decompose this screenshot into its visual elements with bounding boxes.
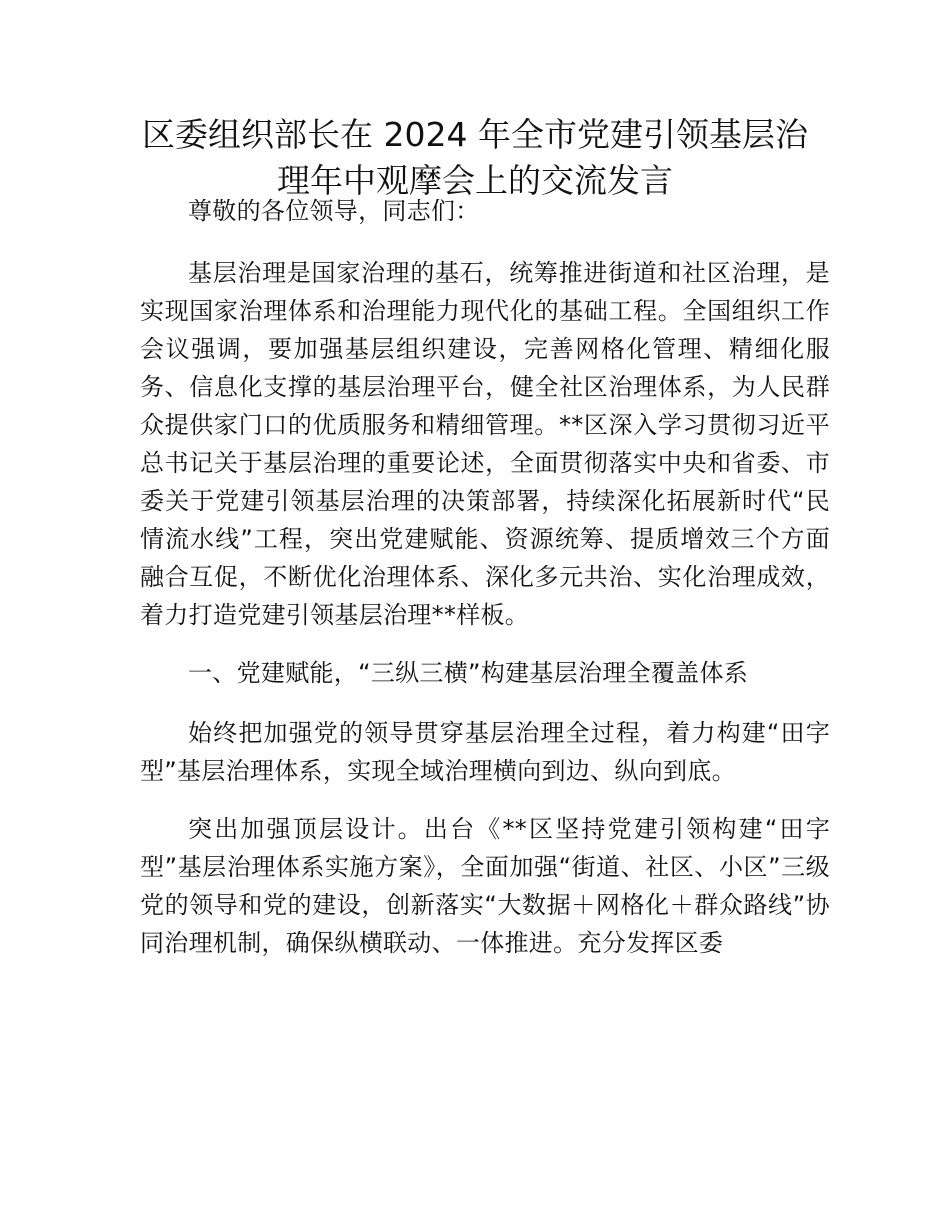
title-line-1: 区委组织部长在 2024 年全市党建引领基层治 — [142, 115, 808, 154]
paragraph-intro: 基层治理是国家治理的基石，统筹推进街道和社区治理，是实现国家治理体系和治理能力现代化的基础工程。全国组织工作会议强调，要加强基层组织建设，完善网格化管理、精细化服务、信息化支撑的基层治理平台，健全社区治理体系，为人民群众提供家门口的优质服务和精细管理。**区深入学习贯彻习近平总书记关于基层治理的重要论述，全面贯彻落实中央和省委、市委关于党建引领基层治理的决策部署，持续深化拓展新时代“民情流水线”工程，突出党建赋能、资源统筹、提质增效三个方面融合互促，不断优化治理体系、深化多元共治、实化治理成效，着力打造党建引领基层治理**样板。 — [140, 259, 830, 629]
section-heading-1: 一、党建赋能，“三纵三横”构建基层治理全覆盖体系 — [188, 659, 749, 687]
document-body — [140, 192, 830, 982]
document-title — [120, 112, 830, 204]
paragraph-top-level-design: 突出加强顶层设计。出台《**区坚持党建引领构建“田字型”基层治理体系实施方案》，全面加强“街道、社区、小区”三级党的领导和党的建设，创新落实“大数据＋网格化＋群众路线”协同治理机制，确保纵横联动、一体推进。充分发挥区委 — [140, 815, 830, 957]
title-line-2: 理年中观摩会上的交流发言 — [277, 161, 673, 200]
paragraph-section-1-intro: 始终把加强党的领导贯穿基层治理全过程，着力构建“田字型”基层治理体系，实现全域治理横向到边、纵向到底。 — [140, 719, 830, 785]
greeting: 尊敬的各位领导，同志们： — [188, 197, 480, 225]
